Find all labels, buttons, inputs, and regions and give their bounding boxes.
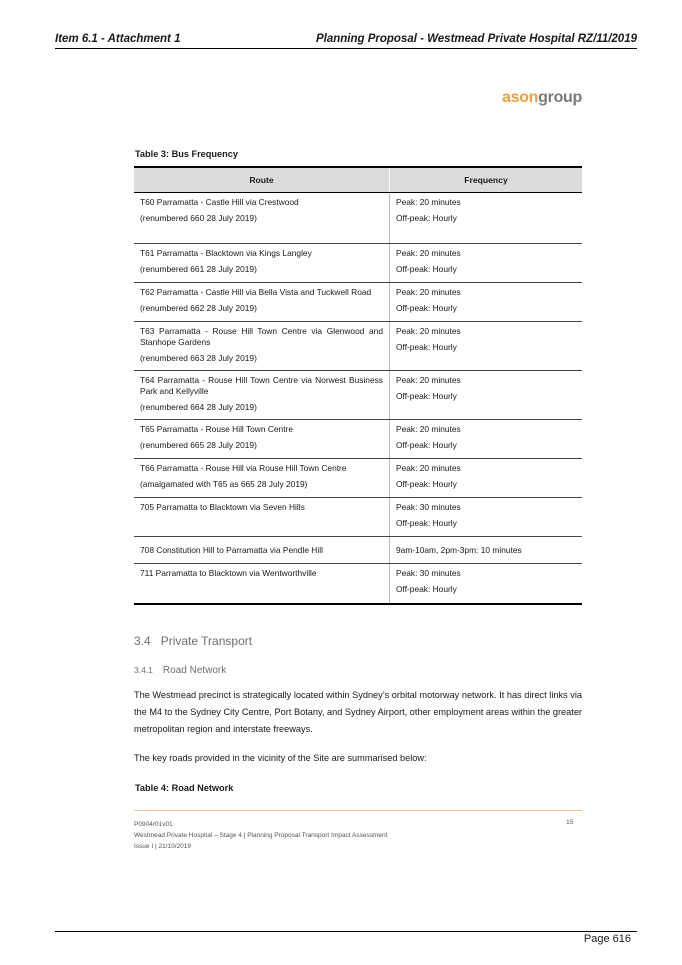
route-name: T63 Parramatta - Rouse Hill Town Centre via Glenwood and Stanhope Gardens: [140, 326, 383, 347]
bottom-divider: [55, 931, 637, 932]
table-row: [134, 420, 582, 459]
peak-frequency: Peak: 20 minutes: [396, 248, 461, 258]
footer-issue: Issue I | 21/10/2019: [134, 843, 191, 850]
table-row: [134, 322, 582, 371]
route-renumbered-note: (renumbered 663 28 July 2019): [140, 353, 257, 363]
route-cell: [134, 564, 390, 604]
route-name: 711 Parramatta to Blacktown via Wentworthville: [140, 568, 317, 578]
peak-frequency: Peak: 20 minutes: [396, 326, 461, 336]
table-row: [134, 564, 582, 604]
table-row: [134, 283, 582, 322]
peak-frequency: 9am-10am, 2pm-3pm: 10 minutes: [396, 544, 522, 555]
asongroup-logo: asongroup: [502, 89, 582, 106]
offpeak-frequency: Off-peak: Hourly: [396, 391, 457, 401]
table3-caption: Table 3: Bus Frequency: [135, 149, 238, 159]
peak-frequency: Peak: 20 minutes: [396, 463, 461, 473]
table-row: [134, 498, 582, 537]
route-cell: [134, 322, 390, 371]
route-name: 705 Parramatta to Blacktown via Seven Hills: [140, 502, 305, 512]
peak-frequency: Peak: 30 minutes: [396, 502, 461, 512]
route-name: T64 Parramatta - Rouse Hill Town Centre via Norwest Business Park and Kellyville: [140, 375, 383, 396]
route-renumbered-note: (renumbered 664 28 July 2019): [140, 402, 257, 412]
table-row: [134, 193, 582, 244]
route-cell: [134, 420, 390, 459]
offpeak-frequency: Off-peak: Hourly: [396, 342, 457, 352]
table-row: [134, 371, 582, 420]
route-renumbered-note: (renumbered 660 28 July 2019): [140, 213, 257, 223]
route-column-header: Route: [134, 167, 390, 193]
offpeak-frequency: Off-peak: Hourly: [396, 584, 457, 594]
route-name: 708 Constitution Hill to Parramatta via Pendle Hill: [140, 544, 323, 555]
route-name: T61 Parramatta - Blacktown via Kings Langley: [140, 248, 312, 258]
header-proposal-title: Planning Proposal - Westmead Private Hospital RZ/11/2019: [315, 33, 637, 45]
subsection-heading: 3.4.1 Road Network: [134, 665, 227, 676]
footer-page-number: 15: [566, 819, 574, 826]
offpeak-frequency: Off-peak: Hourly: [396, 303, 457, 313]
route-name: T62 Parramatta - Castle Hill via Bella Vista and Tuckwell Road: [140, 287, 372, 297]
peak-frequency: Peak: 20 minutes: [396, 375, 461, 385]
offpeak-frequency: Off-peak: Hourly: [396, 264, 457, 274]
footer-reference: P0904r01v01: [134, 821, 173, 828]
footer-document-title: Westmead Private Hospital – Stage 4 | Planning Proposal Transport Impact Assessment: [134, 832, 388, 839]
frequency-cell: [390, 564, 583, 604]
peak-frequency: Peak: 30 minutes: [396, 568, 461, 578]
frequency-cell: [390, 283, 583, 322]
table-header-row: [134, 167, 582, 193]
offpeak-frequency: Off-peak: Hourly: [396, 440, 457, 450]
peak-frequency: Peak: 20 minutes: [396, 424, 461, 434]
table-row: [134, 244, 582, 283]
frequency-cell: [390, 498, 583, 537]
route-cell: [134, 193, 390, 244]
frequency-column-header: Frequency: [390, 167, 583, 193]
route-renumbered-note: (renumbered 661 28 July 2019): [140, 264, 257, 274]
offpeak-frequency: Off-peak: Hourly: [396, 213, 457, 223]
bus-frequency-table: [134, 166, 582, 605]
table-row: [134, 537, 582, 564]
frequency-cell: [390, 371, 583, 420]
table-row: [134, 459, 582, 498]
header-attachment-label: Item 6.1 - Attachment 1: [55, 33, 181, 45]
offpeak-frequency: Off-peak: Hourly: [396, 479, 457, 489]
page-number: Page 616: [583, 933, 631, 945]
route-cell: [134, 537, 390, 564]
route-renumbered-note: (renumbered 662 28 July 2019): [140, 303, 257, 313]
route-renumbered-note: (amalgamated with T65 as 665 28 July 2019): [140, 479, 308, 489]
route-name: T60 Parramatta - Castle Hill via Crestwood: [140, 197, 299, 207]
route-renumbered-note: (renumbered 665 28 July 2019): [140, 440, 257, 450]
route-cell: [134, 498, 390, 537]
frequency-cell: [390, 537, 583, 564]
route-name: T65 Parramatta - Rouse Hill Town Centre: [140, 424, 293, 434]
table4-caption: Table 4: Road Network: [135, 783, 234, 793]
offpeak-frequency: Off-peak: Hourly: [396, 518, 457, 528]
route-cell: [134, 459, 390, 498]
frequency-cell: [390, 322, 583, 371]
route-name: T66 Parramatta - Rouse Hill via Rouse Hill Town Centre: [140, 463, 347, 473]
route-cell: [134, 244, 390, 283]
frequency-cell: [390, 459, 583, 498]
frequency-cell: [390, 244, 583, 283]
peak-frequency: Peak: 20 minutes: [396, 197, 461, 207]
peak-frequency: Peak: 20 minutes: [396, 287, 461, 297]
body-paragraph: The Westmead precinct is strategically located within Sydney’s orbital motorway network. It has direct links via the M4 to the Sydney City Centre, Port Botany, and Sydney Airport, other employment areas within the greater metropolitan region and interstate freeways.: [134, 690, 582, 734]
body-paragraph: The key roads provided in the vicinity of the Site are summarised below:: [134, 753, 427, 763]
route-cell: [134, 371, 390, 420]
document-footer: [134, 819, 387, 852]
route-cell: [134, 283, 390, 322]
frequency-cell: [390, 193, 583, 244]
frequency-cell: [390, 420, 583, 459]
footer-divider: [134, 810, 582, 811]
document-header: [55, 32, 637, 49]
section-heading: 3.4 Private Transport: [134, 634, 253, 648]
